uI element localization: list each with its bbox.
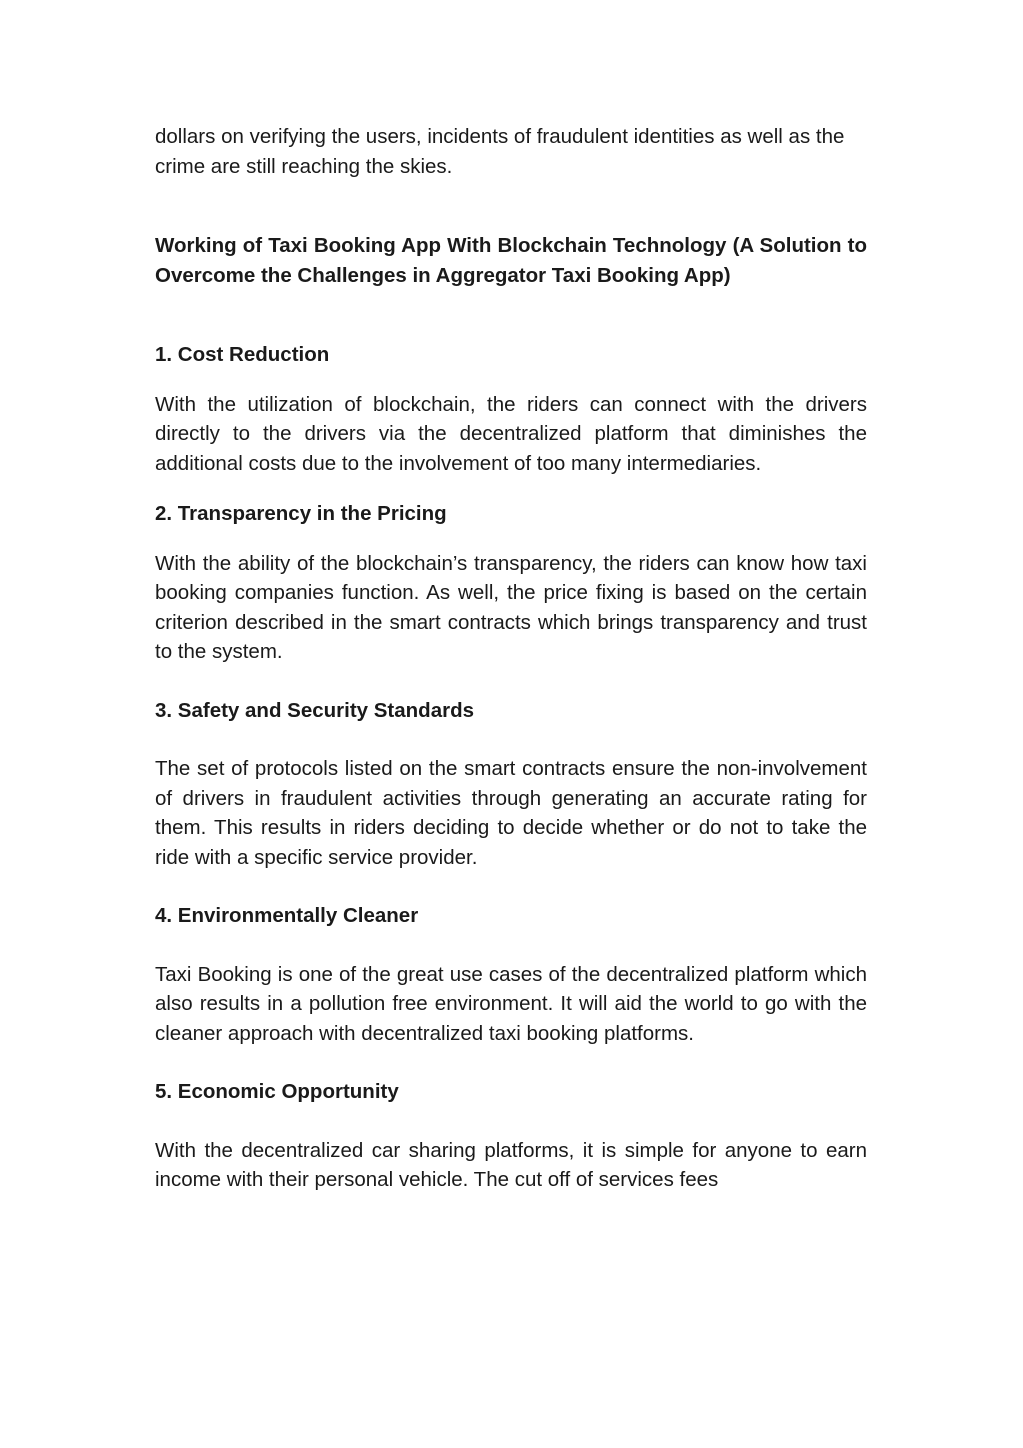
intro-paragraph: dollars on verifying the users, incidents of fraudulent identities as well as the crime are still reaching the skies. — [155, 125, 845, 178]
section-title-safety: 3. Safety and Security Standards — [155, 698, 475, 722]
document-page — [155, 122, 867, 1195]
section-body-safety: The set of protocols listed on the smart contracts ensure the non-involvement of drivers in fraudulent activities through generating an accurate rating for them. This results in riders deciding to decide whether or do not to take the ride with a specific service provider. — [155, 757, 867, 869]
section-title-environment: 4. Environmentally Cleaner — [155, 904, 419, 927]
section-body-cost-reduction: With the utilization of blockchain, the riders can connect with the drivers directly to the drivers via the decentralized platform that diminishes the additional costs due to the involvement of too many intermediaries. — [155, 392, 867, 475]
section-body-environment: Taxi Booking is one of the great use cases of the decentralized platform which also results in a pollution free environment. It will aid the world to go with the cleaner approach with decentralized taxi booking platforms. — [155, 962, 867, 1045]
section-title-economic: 5. Economic Opportunity — [155, 1080, 399, 1103]
main-heading: Working of Taxi Booking App With Blockchain Technology (A Solution to Overcome the Challenges in Aggregator Taxi Booking App) — [155, 234, 867, 287]
section-body-economic: With the decentralized car sharing platforms, it is simple for anyone to earn income with their personal vehicle. The cut off of services fees — [155, 1138, 867, 1191]
section-body-transparency: With the ability of the blockchain’s transparency, the riders can know how taxi booking companies function. As well, the price fixing is based on the certain criterion described in the smart contracts which brings transparency and trust to the system. — [155, 551, 867, 663]
section-title-transparency: 2. Transparency in the Pricing — [155, 502, 447, 525]
section-title-cost-reduction: 1. Cost Reduction — [155, 343, 330, 366]
